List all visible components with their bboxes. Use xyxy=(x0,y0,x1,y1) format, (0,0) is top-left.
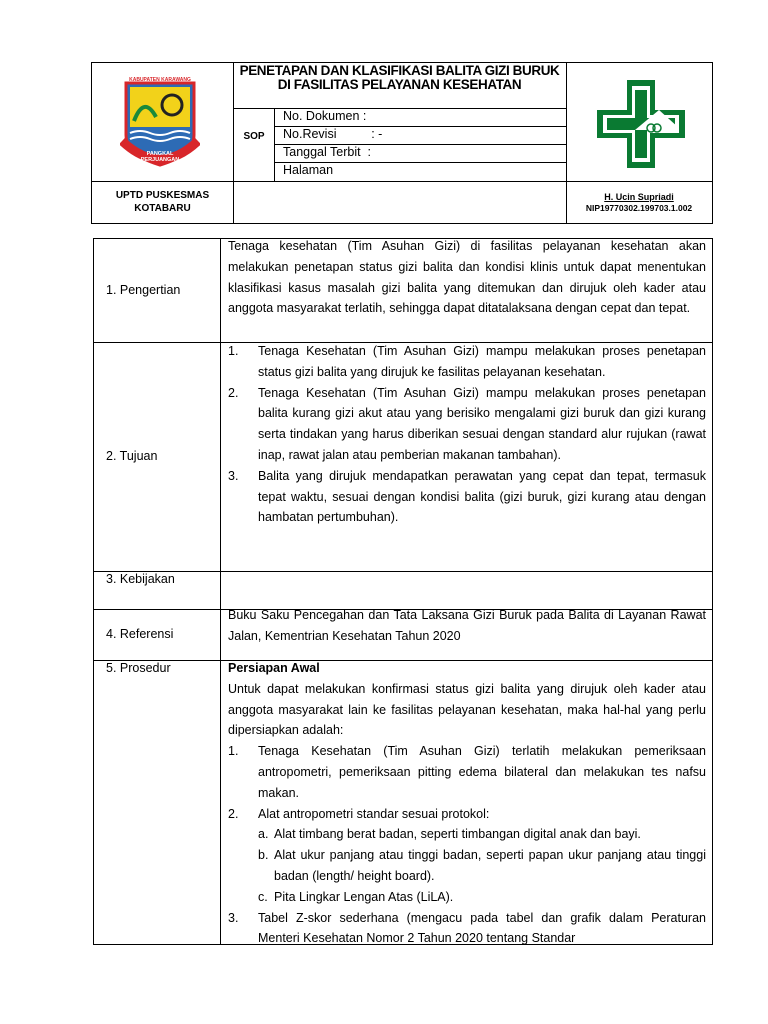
prosedur-intro: Untuk dapat melakukan konfirmasi status gizi balita yang dirujuk oleh kader atau anggota masyarakat lain ke fasilitas pelayanan kesehatan, maka hal-hal yang perlu dipersiapkan adalah: xyxy=(228,681,706,738)
referensi-text: Buku Saku Pencegahan dan Tata Laksana Gizi Buruk pada Balita di Layanan Rawat Jalan, Kementrian Kesehatan Tahun 2020 xyxy=(228,608,706,643)
list-item: 3. Tabel Z-skor sederhana (mengacu pada tabel dan grafik dalam Peraturan Menteri Kesehatan Nomor 2 Tahun 2020 tentang Standar xyxy=(228,910,706,946)
sop-label: SOP xyxy=(243,131,265,142)
label-kebijakan: 3. Kebijakan xyxy=(106,572,175,586)
sop-header-table xyxy=(91,62,713,224)
list-item: 2. Alat antropometri standar sesuai protokol: xyxy=(228,806,490,821)
page-title: PENETAPAN DAN KLASIFIKASI BALITA GIZI BURUK DI FASILITAS PELAYANAN KESEHATAN xyxy=(239,63,560,92)
label-tujuan: 2. Tujuan xyxy=(106,449,158,463)
label-pengertian: 1. Pengertian xyxy=(106,283,181,297)
list-item: 1. Tenaga Kesehatan (Tim Asuhan Gizi) terlatih melakukan pemeriksaan antropometri, pemeriksaan pitting edema bilateral dan melakukan tes nafsu makan. xyxy=(228,744,706,800)
doc-field-revision: No.Revisi : - xyxy=(283,127,383,141)
doc-field-page: Halaman xyxy=(283,163,334,177)
prosedur-heading: Persiapan Awal xyxy=(228,661,320,675)
sop-content-table xyxy=(93,238,713,945)
logo-top-text: KABUPATEN KARAWANG xyxy=(129,77,191,83)
karawang-logo xyxy=(120,77,200,169)
unit-name: UPTD PUSKESMAS KOTABARU xyxy=(115,190,210,214)
pengertian-text: Tenaga kesehatan (Tim Asuhan Gizi) di fasilitas pelayanan kesehatan akan melakukan penetapan status gizi balita dan kondisi klinis untuk dapat menentukan klasifikasi kasus masalah gizi balita yang ditemukan dan dirujuk oleh kader atau anggota masyarakat terlatih, sehingga dapat ditatalaksana dengan cepat dan tepat. xyxy=(228,239,706,316)
doc-field-date: Tanggal Terbit : xyxy=(283,145,372,159)
sub-list-item: b. Alat ukur panjang atau tinggi badan, seperti papan ukur panjang atau tinggi badan (length/ height board). xyxy=(258,848,706,883)
label-referensi: 4. Referensi xyxy=(106,627,174,641)
tujuan-list xyxy=(228,341,706,528)
signer-nip: NIP19770302.199703.1.002 xyxy=(585,203,693,213)
list-item: 1. Tenaga Kesehatan (Tim Asuhan Gizi) mampu melakukan proses penetapan status gizi balita yang dirujuk ke fasilitas pelayanan kesehatan. xyxy=(228,344,706,379)
list-item: 3. Balita yang dirujuk mendapatkan perawatan yang cepat dan tepat, termasuk tepat waktu, sesuai dengan kondisi balita (gizi buruk, gizi kurang atau dengan hambatan pertumbuhan). xyxy=(228,468,706,525)
logo-bottom-text: PANGKAL PERJUANGAN xyxy=(140,151,180,163)
puskesmas-cross-logo xyxy=(595,78,687,170)
signer-name: H. Ucin Supriadi xyxy=(604,192,674,202)
prosedur-content xyxy=(228,658,706,949)
sub-list-item: a. Alat timbang berat badan, seperti timbangan digital anak dan bayi. xyxy=(258,827,641,842)
label-prosedur: 5. Prosedur xyxy=(106,661,171,675)
list-item: 2. Tenaga Kesehatan (Tim Asuhan Gizi) mampu melakukan proses penetapan balita kurang gizi akut atau yang berisiko mengalami gizi buruk dan gizi kurang serta tindakan yang harus diberikan sesuai dengan standard alur rujukan (rawat inap, rawat jalan atau pemberian makanan tambahan). xyxy=(228,385,706,462)
sub-list-item: c. Pita Lingkar Lengan Atas (LiLA). xyxy=(258,889,454,904)
doc-field-number: No. Dokumen : xyxy=(283,109,367,123)
